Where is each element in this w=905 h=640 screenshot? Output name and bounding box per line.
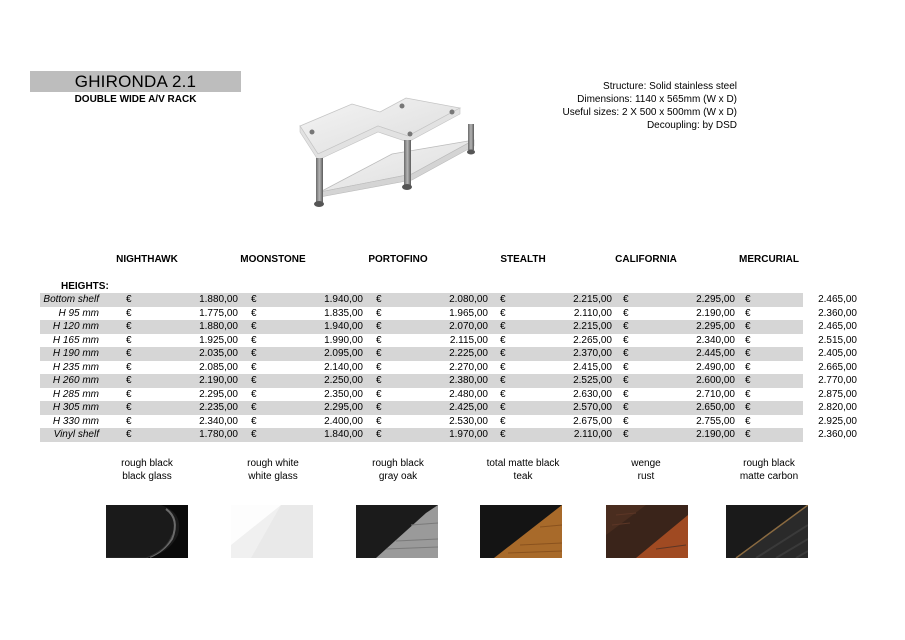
finish-line-2: rust [637, 471, 655, 482]
heights-label: HEIGHTS: [61, 281, 109, 292]
price-value: 2.115,00 [449, 334, 488, 346]
finish-swatch-rust [606, 505, 688, 558]
price-value: 1.925,00 [199, 334, 238, 346]
currency-symbol: € [745, 415, 751, 427]
currency-symbol: € [623, 429, 629, 440]
table-row [40, 388, 857, 402]
currency-symbol: € [251, 307, 257, 319]
row-label: H 190 mm [52, 348, 99, 359]
currency-symbol: € [376, 415, 382, 427]
column-header-nighthawk: NIGHTHAWK [116, 254, 178, 265]
currency-symbol: € [126, 402, 132, 413]
currency-symbol: € [376, 334, 382, 346]
price-value: 2.140,00 [324, 361, 363, 373]
currency-symbol: € [376, 321, 382, 332]
price-value: 2.360,00 [818, 429, 857, 440]
price-value: 1.780,00 [199, 429, 238, 440]
spec-dimensions: Dimensions: 1140 x 565mm (W x D) [577, 94, 737, 105]
price-value: 2.405,00 [818, 348, 857, 359]
price-value: 2.755,00 [696, 415, 735, 427]
finish-description [584, 457, 708, 483]
price-value: 2.350,00 [324, 388, 363, 400]
price-value: 2.665,00 [818, 361, 857, 373]
currency-symbol: € [376, 348, 382, 359]
currency-symbol: € [126, 348, 132, 359]
finish-line-1: rough black [372, 458, 424, 469]
currency-symbol: € [500, 402, 506, 413]
column-header-mercurial: MERCURIAL [739, 254, 799, 265]
currency-symbol: € [623, 294, 629, 305]
currency-symbol: € [376, 307, 382, 319]
price-value: 1.840,00 [324, 429, 363, 440]
price-value: 2.480,00 [449, 388, 488, 400]
price-value: 1.880,00 [199, 321, 238, 332]
finish-swatch-black-glass [106, 505, 188, 558]
finish-swatch-gray-oak [356, 505, 438, 558]
row-label: Bottom shelf [43, 294, 99, 305]
spec-decoupling: Decoupling: by DSD [646, 120, 737, 131]
price-value: 2.675,00 [573, 415, 612, 427]
finish-line-2: black glass [122, 471, 172, 482]
price-value: 2.925,00 [818, 415, 857, 427]
price-value: 2.770,00 [818, 375, 857, 386]
currency-symbol: € [500, 294, 506, 305]
currency-symbol: € [500, 361, 506, 373]
currency-symbol: € [251, 321, 257, 332]
currency-symbol: € [745, 402, 751, 413]
table-row [40, 320, 857, 334]
finish-description [707, 457, 831, 483]
finish-line-1: wenge [631, 458, 661, 469]
price-value: 2.340,00 [199, 415, 238, 427]
spec-structure: Structure: Solid stainless steel [603, 81, 737, 92]
price-value: 2.370,00 [573, 348, 612, 359]
column-header-portofino: PORTOFINO [368, 254, 428, 265]
price-value: 1.990,00 [324, 334, 363, 346]
currency-symbol: € [623, 348, 629, 359]
price-value: 2.295,00 [199, 388, 238, 400]
finish-description [211, 457, 335, 483]
price-value: 1.965,00 [449, 307, 488, 319]
table-row [40, 293, 857, 307]
currency-symbol: € [623, 361, 629, 373]
price-value: 2.530,00 [449, 415, 488, 427]
currency-symbol: € [126, 307, 132, 319]
currency-symbol: € [623, 334, 629, 346]
price-value: 1.940,00 [324, 321, 363, 332]
row-label: H 260 mm [52, 375, 99, 386]
product-subtitle: DOUBLE WIDE A/V RACK [74, 94, 197, 105]
currency-symbol: € [126, 361, 132, 373]
price-value: 2.600,00 [696, 375, 735, 386]
product-title: GHIRONDA 2.1 [30, 71, 241, 92]
finish-swatch-teak [480, 505, 562, 558]
row-label: H 285 mm [52, 388, 99, 400]
currency-symbol: € [126, 375, 132, 386]
price-value: 2.465,00 [818, 321, 857, 332]
currency-symbol: € [623, 402, 629, 413]
column-header-stealth: STEALTH [500, 254, 546, 265]
price-value: 2.570,00 [573, 402, 612, 413]
price-value: 2.295,00 [696, 294, 735, 305]
price-value: 1.775,00 [199, 307, 238, 319]
finish-line-2: white glass [248, 471, 298, 482]
finish-line-1: total matte black [486, 458, 560, 469]
price-value: 2.295,00 [696, 321, 735, 332]
finish-line-1: rough white [247, 458, 299, 469]
price-value: 2.400,00 [324, 415, 363, 427]
table-row [40, 401, 857, 415]
price-value: 2.380,00 [449, 375, 488, 386]
price-value: 2.110,00 [573, 307, 612, 319]
price-value: 2.190,00 [199, 375, 238, 386]
currency-symbol: € [745, 429, 751, 440]
currency-symbol: € [376, 388, 382, 400]
price-value: 2.360,00 [818, 307, 857, 319]
price-value: 2.875,00 [818, 388, 857, 400]
currency-symbol: € [745, 375, 751, 386]
finish-line-1: rough black [743, 458, 795, 469]
table-row [40, 374, 857, 388]
specifications [563, 80, 738, 132]
price-value: 2.490,00 [696, 361, 735, 373]
finish-description [461, 457, 585, 483]
table-row [40, 334, 857, 348]
currency-symbol: € [251, 402, 257, 413]
currency-symbol: € [500, 334, 506, 346]
column-header-moonstone: MOONSTONE [240, 254, 306, 265]
currency-symbol: € [500, 321, 506, 332]
price-value: 2.190,00 [696, 429, 735, 440]
table-row [40, 347, 857, 361]
price-value: 2.425,00 [449, 402, 488, 413]
finish-line-2: teak [513, 471, 533, 482]
price-value: 2.340,00 [696, 334, 735, 346]
price-value: 2.190,00 [696, 307, 735, 319]
column-header-california: CALIFORNIA [615, 254, 677, 265]
currency-symbol: € [251, 429, 257, 440]
finish-description [85, 457, 209, 483]
currency-symbol: € [500, 388, 506, 400]
price-value: 2.295,00 [324, 402, 363, 413]
currency-symbol: € [251, 361, 257, 373]
row-label: H 165 mm [52, 334, 99, 346]
currency-symbol: € [126, 294, 132, 305]
row-label: H 95 mm [58, 307, 99, 319]
currency-symbol: € [251, 375, 257, 386]
currency-symbol: € [376, 429, 382, 440]
price-value: 2.085,00 [199, 361, 238, 373]
price-value: 2.080,00 [449, 294, 488, 305]
currency-symbol: € [500, 415, 506, 427]
currency-symbol: € [126, 429, 132, 440]
currency-symbol: € [376, 402, 382, 413]
rack-product-image [292, 92, 482, 220]
currency-symbol: € [745, 294, 751, 305]
finish-line-2: matte carbon [739, 471, 799, 482]
price-value: 2.250,00 [324, 375, 363, 386]
price-value: 2.630,00 [573, 388, 612, 400]
price-value: 2.820,00 [818, 402, 857, 413]
finish-line-1: rough black [121, 458, 173, 469]
currency-symbol: € [251, 415, 257, 427]
price-value: 2.215,00 [573, 294, 612, 305]
table-row [40, 415, 857, 429]
table-row [40, 307, 857, 321]
finish-swatch-white-glass [231, 505, 313, 558]
currency-symbol: € [745, 348, 751, 359]
price-value: 1.835,00 [324, 307, 363, 319]
currency-symbol: € [623, 307, 629, 319]
price-value: 2.515,00 [818, 334, 857, 346]
price-value: 2.070,00 [449, 321, 488, 332]
price-value: 2.095,00 [324, 348, 363, 359]
price-value: 2.465,00 [818, 294, 857, 305]
price-value: 2.035,00 [199, 348, 238, 359]
row-label: H 120 mm [52, 321, 99, 332]
row-label: H 235 mm [52, 361, 99, 373]
currency-symbol: € [126, 415, 132, 427]
price-value: 2.415,00 [573, 361, 612, 373]
currency-symbol: € [500, 307, 506, 319]
price-value: 2.265,00 [573, 334, 612, 346]
price-value: 2.235,00 [199, 402, 238, 413]
currency-symbol: € [251, 388, 257, 400]
currency-symbol: € [745, 307, 751, 319]
currency-symbol: € [623, 375, 629, 386]
row-label: H 305 mm [52, 402, 99, 413]
currency-symbol: € [623, 415, 629, 427]
price-value: 2.225,00 [449, 348, 488, 359]
currency-symbol: € [500, 348, 506, 359]
table-row [40, 361, 857, 375]
currency-symbol: € [126, 321, 132, 332]
price-value: 2.650,00 [696, 402, 735, 413]
currency-symbol: € [745, 334, 751, 346]
currency-symbol: € [745, 361, 751, 373]
finish-swatch-matte-carbon [726, 505, 808, 558]
row-label: Vinyl shelf [53, 429, 99, 440]
currency-symbol: € [251, 294, 257, 305]
currency-symbol: € [500, 375, 506, 386]
currency-symbol: € [126, 334, 132, 346]
currency-symbol: € [623, 388, 629, 400]
row-label: H 330 mm [52, 415, 99, 427]
price-value: 2.270,00 [449, 361, 488, 373]
finish-line-2: gray oak [378, 471, 418, 482]
currency-symbol: € [251, 334, 257, 346]
price-value: 2.710,00 [696, 388, 735, 400]
currency-symbol: € [500, 429, 506, 440]
currency-symbol: € [126, 388, 132, 400]
price-value: 1.970,00 [449, 429, 488, 440]
price-value: 1.940,00 [324, 294, 363, 305]
table-row [40, 428, 857, 442]
price-value: 2.110,00 [573, 429, 612, 440]
currency-symbol: € [251, 348, 257, 359]
currency-symbol: € [623, 321, 629, 332]
spec-useful-sizes: Useful sizes: 2 X 500 x 500mm (W x D) [562, 107, 737, 118]
price-value: 2.215,00 [573, 321, 612, 332]
finish-description [336, 457, 460, 483]
currency-symbol: € [376, 361, 382, 373]
price-value: 1.880,00 [199, 294, 238, 305]
price-value: 2.445,00 [696, 348, 735, 359]
currency-symbol: € [745, 388, 751, 400]
currency-symbol: € [376, 294, 382, 305]
currency-symbol: € [745, 321, 751, 332]
currency-symbol: € [376, 375, 382, 386]
price-value: 2.525,00 [573, 375, 612, 386]
